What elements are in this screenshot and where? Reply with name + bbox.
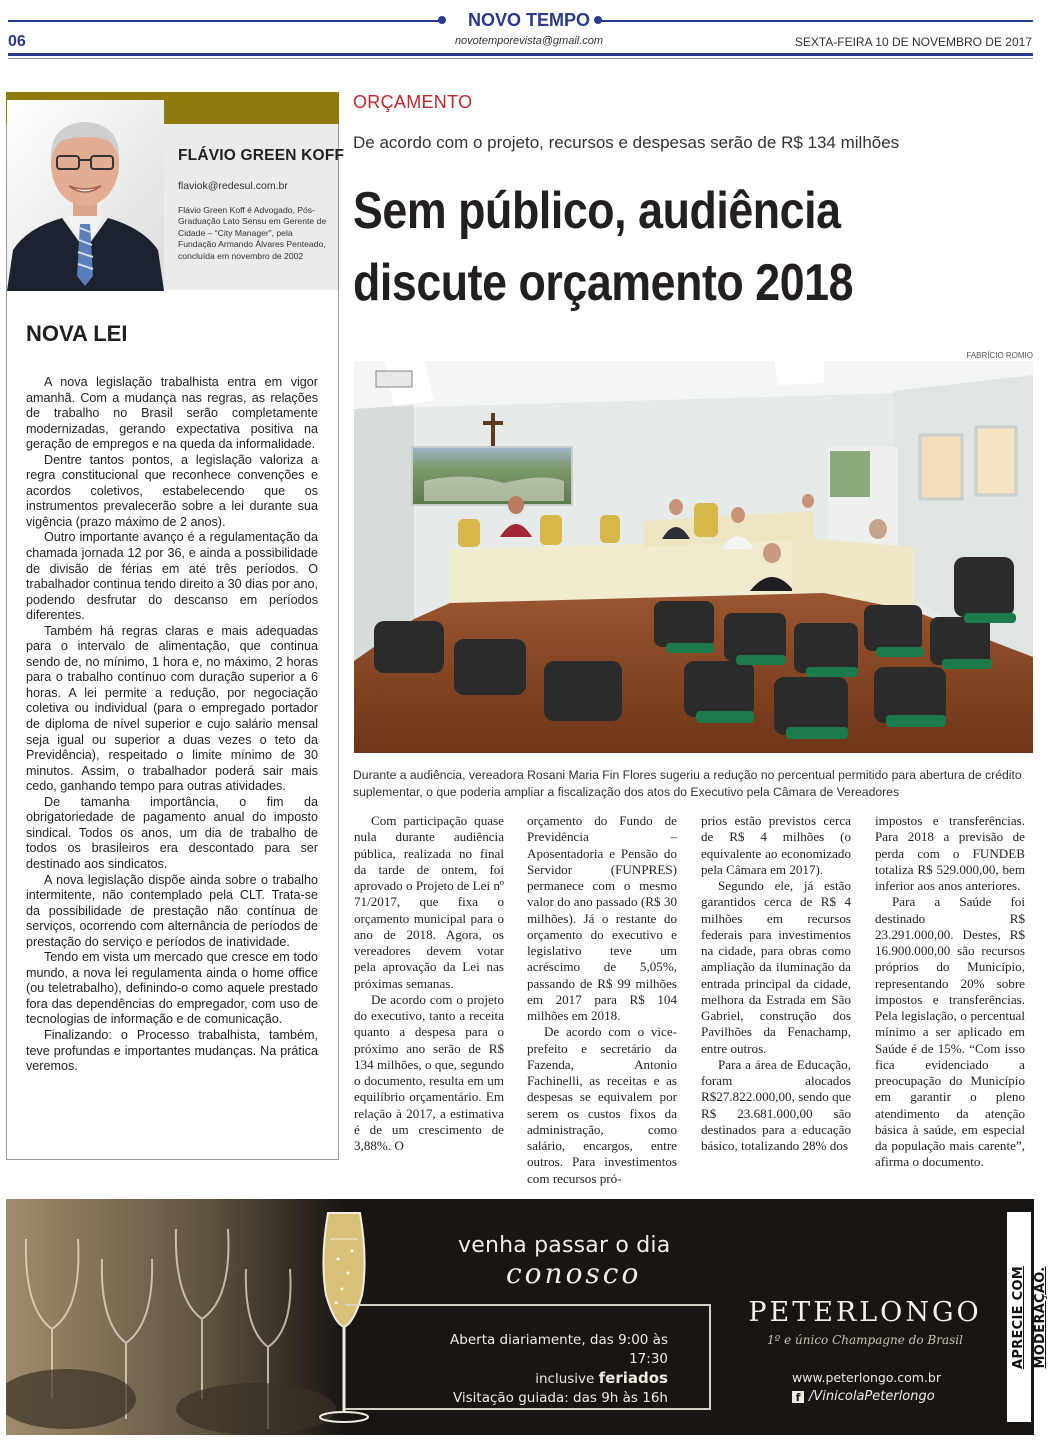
- ad-social-link[interactable]: [792, 1389, 935, 1404]
- ad-opening-hours: [420, 1331, 668, 1408]
- column-paragraph: Tendo em vista um mercado que cresce em todo mundo, a nova lei regulamenta ainda o home office (ou teletrabalho), definindo-o como aquele prestado fora das dependências do empregador, com uso de tecnologias de informação e de comunicação.: [26, 950, 318, 1027]
- ad-hours-line: Visitação guiada: das 9h às 16h: [452, 1390, 668, 1406]
- column-paragraph: Também há regras claras e mais adequadas para o intervalo de alimentação, que continua sendo de, no mínimo, 1 hora e, no máximo, 2 horas para o trabalho contínuo com duração superior a 6 horas. A lei permite a redução, por negociação coletiva ou individual (para o empregado portador de diploma de nível superior e cujo salário mensal seja igual ou superior a duas vezes o teto da Previdência), respeitado o limite mínimo de 30 minutos. Assim, o trabalhador poderá sair mais cedo, ganhando tempo para outras atividades.: [26, 623, 318, 794]
- article-section-kicker: ORÇAMENTO: [353, 92, 473, 112]
- article-paragraph: Com participação quase nula durante audiência pública, realizada no final da tarde de ontem, foi aprovado o Projeto de Lei nº 71/2017, que fixa o orçamento municipal para o ano de 2018. Agora, os vereadores devem votar pela aprovação da Lei nas próximas semanas.: [354, 813, 504, 991]
- column-paragraph: Dentre tantos pontos, a legislação valoriza a regra constitucional que reconhece convenções e acordos coletivos, estabelecendo que os instrumentos prevalecerão sobre a lei durante sua vigência (prazo máximo de 2 anos).: [26, 452, 318, 529]
- article-column-1: [354, 813, 504, 1154]
- article-photo: [354, 361, 1033, 753]
- ad-hours-holidays: feriados: [598, 1369, 668, 1387]
- article-paragraph: Para a Saúde foi destinado R$ 23.291.000,00. Destes, R$ 16.900.000,00 são recursos próprios do Município, representando 20% sobre impostos e transferências. Pela legislação, o percentual mínimo a ser aplicado em Saúde é de 15%. “Com isso fica evidenciado a preocupação do Município em garantir o pleno atendimento da atenção básica à saúde, em especial da população mais carente”, afirma o documento.: [875, 894, 1025, 1170]
- article-column-4: [875, 813, 1025, 1171]
- headline-line-1: Sem público, audiência: [353, 182, 841, 240]
- masthead-rule-right: [600, 20, 1033, 22]
- header-rule: [8, 53, 1033, 56]
- column-paragraph: De tamanha importância, o fim da obrigatoriedade de pagamento anual do imposto sindical. Todos os anos, um dia de trabalho de todos os brasileiros era descontado para ser destinado aos sindicatos.: [26, 794, 318, 871]
- peterlongo-slogan: 1º e único Champagne do Brasil: [767, 1333, 963, 1347]
- article-headline: [353, 175, 938, 319]
- headline-line-2: discute orçamento 2018: [353, 254, 854, 312]
- page-number: 06: [8, 33, 26, 50]
- article-paragraph: Segundo ele, já estão garantidos cerca de R$ 4 milhões em recursos federais para investimentos na cidade, para obras como ampliação da iluminação da entrada principal da cidade, melhora da Estrada em São Gabriel, construção dos Pavilhões da Fenachamp, entre outros.: [701, 878, 851, 1056]
- column-paragraph: Finalizando: o Processo trabalhista, também, teve profundas e importantes mudanças. Na prática veremos.: [26, 1027, 318, 1074]
- publication-email: novotemporevista@gmail.com: [454, 35, 604, 47]
- moderation-warning: APRECIE COM MODERAÇÃO.: [1011, 1265, 1048, 1370]
- article-paragraph: De acordo com o projeto do executivo, tanto a receita quanto a despesa para o próximo ano serão de R$ 134 milhões, o que, segundo o documento, resulta em um equilíbrio orçamentário. Em relação à 2017, a estimativa é de um crescimento de 3,88%. O: [354, 991, 504, 1153]
- column-paragraph: A nova legislação trabalhista entra em vigor amanhã. Com a mudança nas regras, as relações de trabalho no Brasil serão completamente modernizadas, gerando expectativa positiva na geração de empregos e na queda da informalidade.: [26, 375, 318, 452]
- article-paragraph: impostos e transferências. Para 2018 a previsão de perda com o FUNDEB totaliza R$ 529.000,00, bem inferior aos anos anteriores.: [875, 813, 1025, 893]
- column-title: NOVA LEI: [26, 321, 128, 346]
- publication-name: NOVO TEMPO: [467, 10, 590, 30]
- ad-website-link[interactable]: www.peterlongo.com.br: [792, 1370, 941, 1385]
- article-subtitle: De acordo com o projeto, recursos e despesas serão de R$ 134 milhões: [353, 133, 900, 152]
- column-author-email[interactable]: flaviok@redesul.com.br: [178, 180, 288, 192]
- article-paragraph: orçamento do Fundo de Previdência – Aposentadoria e Pensão do Servidor (FUNPRES) permanece com o mesmo valor do ano passado (R$ 30 milhões). Já o restante do orçamento do executivo e legislativo teve um acréscimo de 5,05%, passando de R$ 99 milhões em 2017 para R$ 104 milhões em 2018.: [527, 813, 677, 1023]
- column-paragraph: A nova legislação dispõe ainda sobre o trabalho intermitente, não contemplado pela CLT. Trata-se da possibilidade de prestação não contínua de serviços, ocorrendo com alternância de períodos de prestação do serviço e períodos de inatividade.: [26, 872, 318, 949]
- issue-date: SEXTA-FEIRA 10 DE NOVEMBRO DE 2017: [794, 35, 1032, 49]
- peterlongo-logo: PETERLONGO: [748, 1297, 982, 1328]
- article-paragraph: prios estão previstos cerca de R$ 4 milhões (o equivalente ao economizado pela Câmara em 2017).: [701, 813, 851, 877]
- facebook-icon: f: [792, 1391, 804, 1403]
- ad-hours-prefix: inclusive: [535, 1371, 599, 1387]
- column-body: [26, 375, 318, 1075]
- column-paragraph: Outro importante avanço é a regulamentação da chamada jornada 12 por 36, e ainda a possibilidade de divisão de férias em até três períodos. O trabalhador continua tendo direito a 30 dias por ano, podendo desfrutar do descanso em períodos diferentes.: [26, 530, 318, 623]
- author-photo: [7, 100, 164, 291]
- header-rule-thin: [8, 58, 1033, 59]
- ad-hours-line: [420, 1369, 668, 1389]
- article-column-3: [701, 813, 851, 1154]
- article-paragraph: Para a área de Educação, foram alocados R$27.822.000,00, sendo que R$ 23.681.000,00 são destinados para a educação básico, totalizando 28% dos: [701, 1056, 851, 1153]
- ad-hours-line: Aberta diariamente, das 9:00 às 17:30: [450, 1332, 668, 1367]
- ad-tagline-script: conosco: [506, 1257, 642, 1290]
- photo-credit: FABRÍCIO ROMIO: [966, 351, 1033, 360]
- ad-social-handle: /VinicolaPeterlongo: [809, 1389, 935, 1404]
- column-author-bio: Flávio Green Koff é Advogado, Pós-Graduação Lato Sensu em Gerente de Cidade – “City Manager”, pela Fundação Armando Álvares Penteado, concluída em novembro de 2002: [178, 205, 327, 261]
- photo-caption: Durante a audiência, vereadora Rosani Maria Fin Flores sugeriu a redução no percentual permitido para abertura de crédito suplementar, o que poderia ampliar a fiscalização dos atos do Executivo pela Câmara de Vereadores: [353, 768, 1022, 799]
- article-paragraph: De acordo com o vice-prefeito e secretário da Fazenda, Antonio Fachinelli, as receitas e as despesas se equivalem por serem os custos fixos da administração, como salário, encargos, entre outros. Para investimentos com recursos pró-: [527, 1024, 677, 1186]
- column-author-name: FLÁVIO GREEN KOFF: [178, 147, 345, 164]
- ad-tagline: venha passar o dia: [458, 1233, 671, 1258]
- article-column-2: [527, 813, 677, 1187]
